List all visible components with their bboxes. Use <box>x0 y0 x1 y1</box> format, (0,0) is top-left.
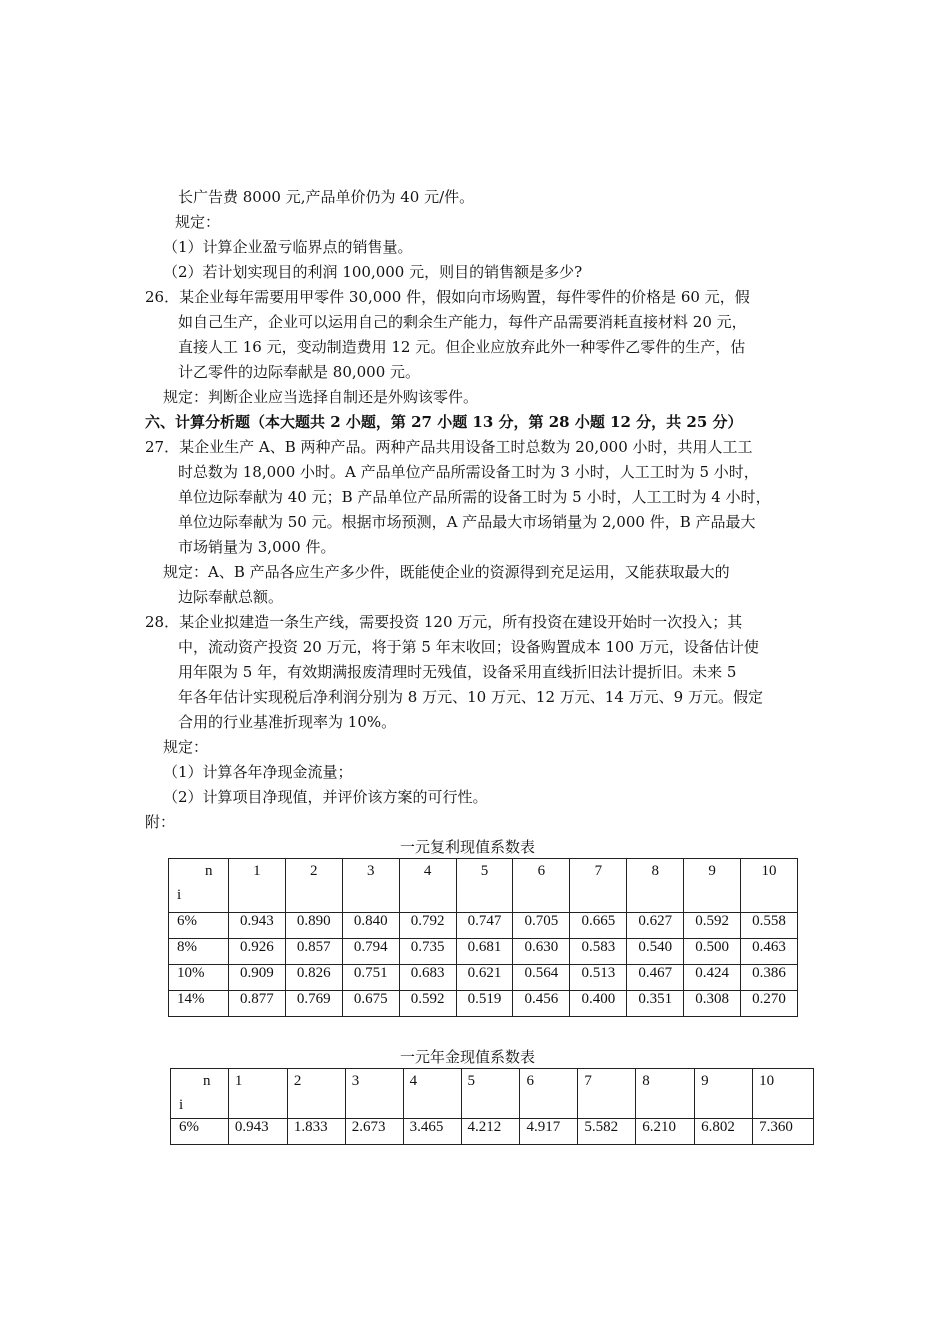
value-cell: 0.681 <box>456 939 513 965</box>
text-line: 时总数为 18,000 小时。A 产品单位产品所需设备工时为 3 小时，人工工时为 5 小时， <box>178 463 759 481</box>
i-label: i <box>177 887 182 903</box>
table2-caption: 一元年金现值系数表 <box>400 1048 536 1066</box>
value-cell: 0.877 <box>228 991 285 1017</box>
value-cell: 0.467 <box>627 965 684 991</box>
section-heading: 六、计算分析题（本大题共 2 小题，第 27 小题 13 分，第 28 小题 12 分，共 25 分） <box>145 413 743 431</box>
column-header: 2 <box>285 859 342 913</box>
value-cell: 0.665 <box>570 913 627 939</box>
text-line: 规定： <box>163 738 209 756</box>
table-row <box>169 991 798 1017</box>
value-cell: 6.802 <box>695 1119 753 1145</box>
value-cell: 4.917 <box>520 1119 578 1145</box>
value-cell: 0.890 <box>285 913 342 939</box>
text-line: 附： <box>145 813 176 831</box>
rate-cell: 6% <box>171 1119 229 1145</box>
text-line: 长广告费 8000 元,产品单价仍为 40 元/件。 <box>178 188 475 206</box>
text-line: 用年限为 5 年，有效期满报废清理时无残值，设备采用直线折旧法计提折旧。未来 5 <box>178 663 737 681</box>
column-header: 4 <box>403 1069 461 1119</box>
table-row <box>169 965 798 991</box>
value-cell: 7.360 <box>753 1119 814 1145</box>
rate-cell: 14% <box>169 991 229 1017</box>
table-row <box>169 939 798 965</box>
column-header: 2 <box>287 1069 345 1119</box>
value-cell: 0.630 <box>513 939 570 965</box>
rate-cell: 10% <box>169 965 229 991</box>
text-line: 27．某企业生产 A、B 两种产品。两种产品共用设备工时总数为 20,000 小时，共用人工工 <box>145 438 753 456</box>
n-label: n <box>205 863 213 879</box>
value-cell: 0.627 <box>627 913 684 939</box>
text-line: 年各年估计实现税后净利润分别为 8 万元、10 万元、12 万元、14 万元、9 万元。假定 <box>178 688 763 706</box>
value-cell: 0.683 <box>399 965 456 991</box>
rate-cell: 8% <box>169 939 229 965</box>
value-cell: 0.519 <box>456 991 513 1017</box>
value-cell: 0.270 <box>741 991 798 1017</box>
value-cell: 0.675 <box>342 991 399 1017</box>
annuity-pv-table <box>170 1068 814 1145</box>
text-line: 如自己生产，企业可以运用自己的剩余生产能力，每件产品需要消耗直接材料 20 元， <box>178 313 747 331</box>
value-cell: 0.794 <box>342 939 399 965</box>
value-cell: 0.943 <box>228 913 285 939</box>
value-cell: 0.351 <box>627 991 684 1017</box>
column-header: 1 <box>228 1069 287 1119</box>
corner-cell <box>169 859 229 913</box>
value-cell: 0.909 <box>228 965 285 991</box>
text-line: 规定：A、B 产品各应生产多少件，既能使企业的资源得到充足运用，又能获取最大的 <box>163 563 730 581</box>
table1-caption: 一元复利现值系数表 <box>400 838 536 856</box>
value-cell: 0.926 <box>228 939 285 965</box>
column-header: 9 <box>684 859 741 913</box>
value-cell: 0.500 <box>684 939 741 965</box>
table-header-row <box>171 1069 814 1119</box>
text-line: 规定：判断企业应当选择自制还是外购该零件。 <box>163 388 479 406</box>
value-cell: 0.705 <box>513 913 570 939</box>
value-cell: 0.540 <box>627 939 684 965</box>
column-header: 1 <box>228 859 285 913</box>
value-cell: 0.621 <box>456 965 513 991</box>
value-cell: 4.212 <box>461 1119 520 1145</box>
value-cell: 0.792 <box>399 913 456 939</box>
value-cell: 0.456 <box>513 991 570 1017</box>
value-cell: 0.735 <box>399 939 456 965</box>
value-cell: 0.463 <box>741 939 798 965</box>
value-cell: 0.308 <box>684 991 741 1017</box>
value-cell: 0.513 <box>570 965 627 991</box>
column-header: 7 <box>570 859 627 913</box>
value-cell: 0.747 <box>456 913 513 939</box>
text-line: 28．某企业拟建造一条生产线，需要投资 120 万元，所有投资在建设开始时一次投入；其 <box>145 613 743 631</box>
value-cell: 0.400 <box>570 991 627 1017</box>
n-label: n <box>203 1073 211 1089</box>
text-line: 单位边际奉献为 40 元；B 产品单位产品所需的设备工时为 5 小时，人工工时为 4 小时， <box>178 488 771 506</box>
value-cell: 0.943 <box>228 1119 287 1145</box>
value-cell: 3.465 <box>403 1119 461 1145</box>
column-header: 3 <box>345 1069 403 1119</box>
text-line: 合用的行业基准折现率为 10%。 <box>178 713 397 731</box>
table-row <box>171 1119 814 1145</box>
compound-pv-table <box>168 858 798 1017</box>
i-label: i <box>179 1097 184 1113</box>
value-cell: 1.833 <box>287 1119 345 1145</box>
table-row <box>169 913 798 939</box>
column-header: 6 <box>520 1069 578 1119</box>
text-line: （2）计算项目净现值，并评价该方案的可行性。 <box>163 788 488 806</box>
column-header: 8 <box>627 859 684 913</box>
column-header: 7 <box>578 1069 636 1119</box>
column-header: 10 <box>753 1069 814 1119</box>
corner-cell <box>171 1069 229 1119</box>
column-header: 4 <box>399 859 456 913</box>
value-cell: 0.592 <box>399 991 456 1017</box>
value-cell: 2.673 <box>345 1119 403 1145</box>
text-line: 边际奉献总额。 <box>178 588 284 606</box>
column-header: 6 <box>513 859 570 913</box>
text-line: （1）计算各年净现金流量； <box>163 763 353 781</box>
column-header: 3 <box>342 859 399 913</box>
value-cell: 0.592 <box>684 913 741 939</box>
text-line: 计乙零件的边际奉献是 80,000 元。 <box>178 363 421 381</box>
value-cell: 0.583 <box>570 939 627 965</box>
column-header: 10 <box>741 859 798 913</box>
text-line: （1）计算企业盈亏临界点的销售量。 <box>163 238 413 256</box>
table-header-row <box>169 859 798 913</box>
text-line: 中，流动资产投资 20 万元，将于第 5 年末收回；设备购置成本 100 万元，设备估计使 <box>178 638 759 656</box>
text-line: 市场销量为 3,000 件。 <box>178 538 336 556</box>
column-header: 9 <box>695 1069 753 1119</box>
value-cell: 0.840 <box>342 913 399 939</box>
value-cell: 0.769 <box>285 991 342 1017</box>
value-cell: 0.564 <box>513 965 570 991</box>
value-cell: 0.751 <box>342 965 399 991</box>
value-cell: 0.826 <box>285 965 342 991</box>
text-line: 直接人工 16 元，变动制造费用 12 元。但企业应放弃此外一种零件乙零件的生产，估 <box>178 338 746 356</box>
value-cell: 0.857 <box>285 939 342 965</box>
text-line: （2）若计划实现目的利润 100,000 元，则目的销售额是多少? <box>163 263 583 281</box>
text-line: 单位边际奉献为 50 元。根据市场预测，A 产品最大市场销量为 2,000 件，B 产品最大 <box>178 513 756 531</box>
value-cell: 0.558 <box>741 913 798 939</box>
text-line: 26．某企业每年需要用甲零件 30,000 件，假如向市场购置，每件零件的价格是 60 元，假 <box>145 288 750 306</box>
rate-cell: 6% <box>169 913 229 939</box>
column-header: 5 <box>461 1069 520 1119</box>
text-line: 规定： <box>175 213 221 231</box>
column-header: 8 <box>636 1069 695 1119</box>
value-cell: 5.582 <box>578 1119 636 1145</box>
value-cell: 6.210 <box>636 1119 695 1145</box>
value-cell: 0.386 <box>741 965 798 991</box>
value-cell: 0.424 <box>684 965 741 991</box>
column-header: 5 <box>456 859 513 913</box>
